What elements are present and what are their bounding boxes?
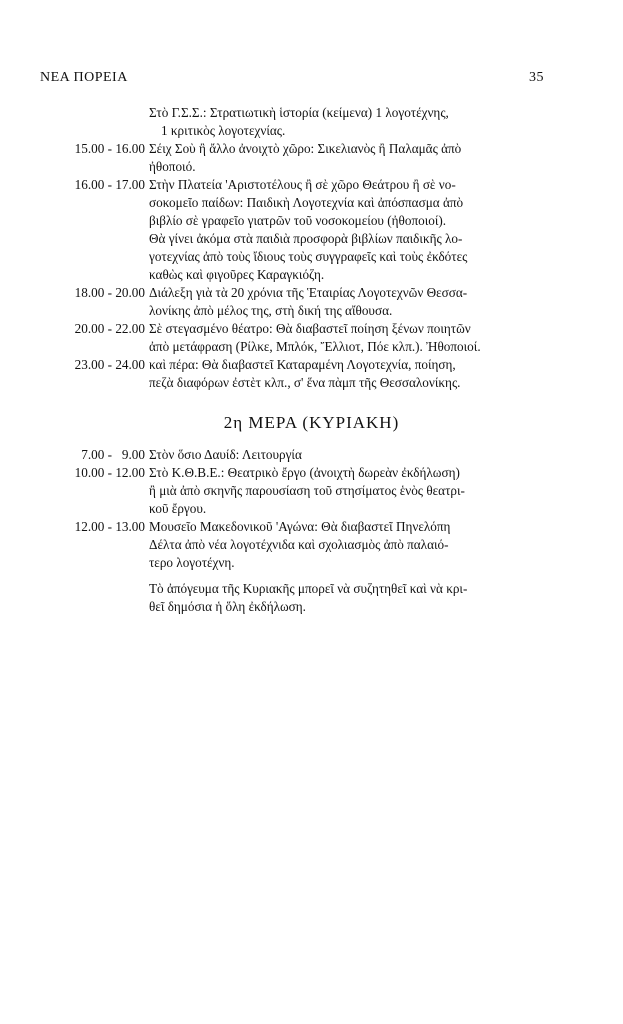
closing-line: θεῖ δημόσια ἡ ὅλη ἐκδήλωση. (149, 599, 306, 614)
schedule-entry (40, 284, 556, 320)
schedule-entry (40, 104, 556, 140)
entry-text (149, 356, 556, 392)
entry-line: Θὰ γίνει ἀκόμα στὰ παιδιὰ προσφορὰ βιβλίων παιδικῆς λο- (149, 231, 463, 246)
entry-text (149, 446, 556, 464)
entry-line: Στὸν ὅσιο Δαυίδ: Λειτουργία (149, 447, 302, 462)
entry-line: Στὸ Κ.Θ.Β.Ε.: Θεατρικὸ ἔργο (ἀνοιχτὴ δωρεὰν ἐκδήλωση) (149, 465, 460, 480)
entry-time: 20.00 - 22.00 (74, 321, 145, 336)
entry-line: Μουσεῖο Μακεδονικοῦ 'Αγώνα: Θὰ διαβαστεῖ Πηνελόπη (149, 519, 451, 534)
schedule-entry (40, 464, 556, 518)
schedule-entry (40, 176, 556, 284)
entry-line: βιβλίο σὲ γραφεῖο γιατρῶν τοῦ νοσοκομείου (ἠθοποιοί). (149, 213, 447, 228)
entry-line: Στὸ Γ.Σ.Σ.: Στρατιωτικὴ ἱστορία (κείμενα) 1 λογοτέχνης, (149, 105, 449, 120)
closing-line: Τὸ ἀπόγευμα τῆς Κυριακῆς μπορεῖ νὰ συζητηθεῖ καὶ νὰ κρι- (149, 581, 468, 596)
entry-line: ἢ μιὰ ἀπὸ σκηνῆς παρουσίαση τοῦ στησίματος ἑνὸς θεατρι- (149, 483, 465, 498)
entry-line: 1 κριτικὸς λογοτεχνίας. (161, 123, 286, 138)
entry-line: Στὴν Πλατεία 'Αριστοτέλους ἢ σὲ χῶρο Θεάτρου ἢ σὲ νο- (149, 177, 456, 192)
entry-text (149, 320, 556, 356)
entry-time: 16.00 - 17.00 (74, 177, 145, 192)
closing-paragraph (149, 580, 559, 616)
entry-text (149, 140, 556, 176)
running-header (40, 70, 544, 90)
day1-schedule (40, 104, 556, 392)
day2-schedule (40, 446, 556, 572)
entry-line: ἠθοποιό. (149, 159, 196, 174)
entry-line: σοκομεῖο παίδων: Παιδικὴ Λογοτεχνία καὶ ἀπόσπασμα ἀπὸ (149, 195, 464, 210)
entry-line: Σὲ στεγασμένο θέατρο: Θὰ διαβαστεῖ ποίηση ξένων ποιητῶν (149, 321, 471, 336)
entry-time: 15.00 - 16.00 (74, 141, 145, 156)
entry-text (149, 104, 556, 140)
entry-time: 18.00 - 20.00 (74, 285, 145, 300)
entry-line: καθὼς καὶ φιγοῦρες Καραγκιόζη. (149, 267, 325, 282)
entry-line: λονίκης ἀπὸ μέλος της, στὴ δική της αἴθουσα. (149, 303, 393, 318)
entry-text (149, 518, 556, 572)
entry-text (149, 284, 556, 320)
entry-text (149, 176, 556, 284)
journal-title: ΝΕΑ ΠΟΡΕΙΑ (40, 70, 128, 85)
entry-text (149, 464, 556, 518)
entry-time: 12.00 - 13.00 (74, 519, 145, 534)
page-number: 35 (529, 70, 544, 85)
entry-line: καὶ πέρα: Θὰ διαβαστεῖ Καταραμένη Λογοτεχνία, ποίηση, (149, 357, 456, 372)
entry-line: Σέιχ Σοὺ ἢ ἄλλο ἀνοιχτὸ χῶρο: Σικελιανὸς ἢ Παλαμᾶς ἀπὸ (149, 141, 462, 156)
schedule-entry (40, 356, 556, 392)
entry-line: πεζὰ διαφόρων ἐστὲτ κλπ., σ' ἕνα πὰμπ τῆς Θεσσαλονίκης. (149, 375, 461, 390)
entry-line: ἀπὸ μετάφραση (Ρίλκε, Μπλόκ, Ἔλλιοτ, Πόε κλπ.). Ἠθοποιοί. (149, 339, 481, 354)
schedule-entry (40, 518, 556, 572)
entry-line: Διάλεξη γιὰ τὰ 20 χρόνια τῆς Ἑταιρίας Λογοτεχνῶν Θεσσα- (149, 285, 468, 300)
entry-time: 10.00 - 12.00 (74, 465, 145, 480)
schedule-entry (40, 140, 556, 176)
entry-time: 7.00 - 9.00 (81, 447, 145, 462)
entry-line: κοῦ ἔργου. (149, 501, 207, 516)
day2-heading: 2η ΜΕΡΑ (ΚΥΡΙΑΚΗ) (223, 413, 400, 432)
schedule-entry (40, 446, 556, 464)
entry-line: τερο λογοτέχνη. (149, 555, 235, 570)
entry-line: Δέλτα ἀπὸ νέα λογοτέχνιδα καὶ σχολιασμὸς ἀπὸ παλαιό- (149, 537, 449, 552)
entry-time: 23.00 - 24.00 (74, 357, 145, 372)
entry-line: γοτεχνίας ἀπὸ τοὺς ἴδιους τοὺς συγγραφεῖς καὶ τοὺς ἐκδότες (149, 249, 468, 264)
schedule-entry (40, 320, 556, 356)
